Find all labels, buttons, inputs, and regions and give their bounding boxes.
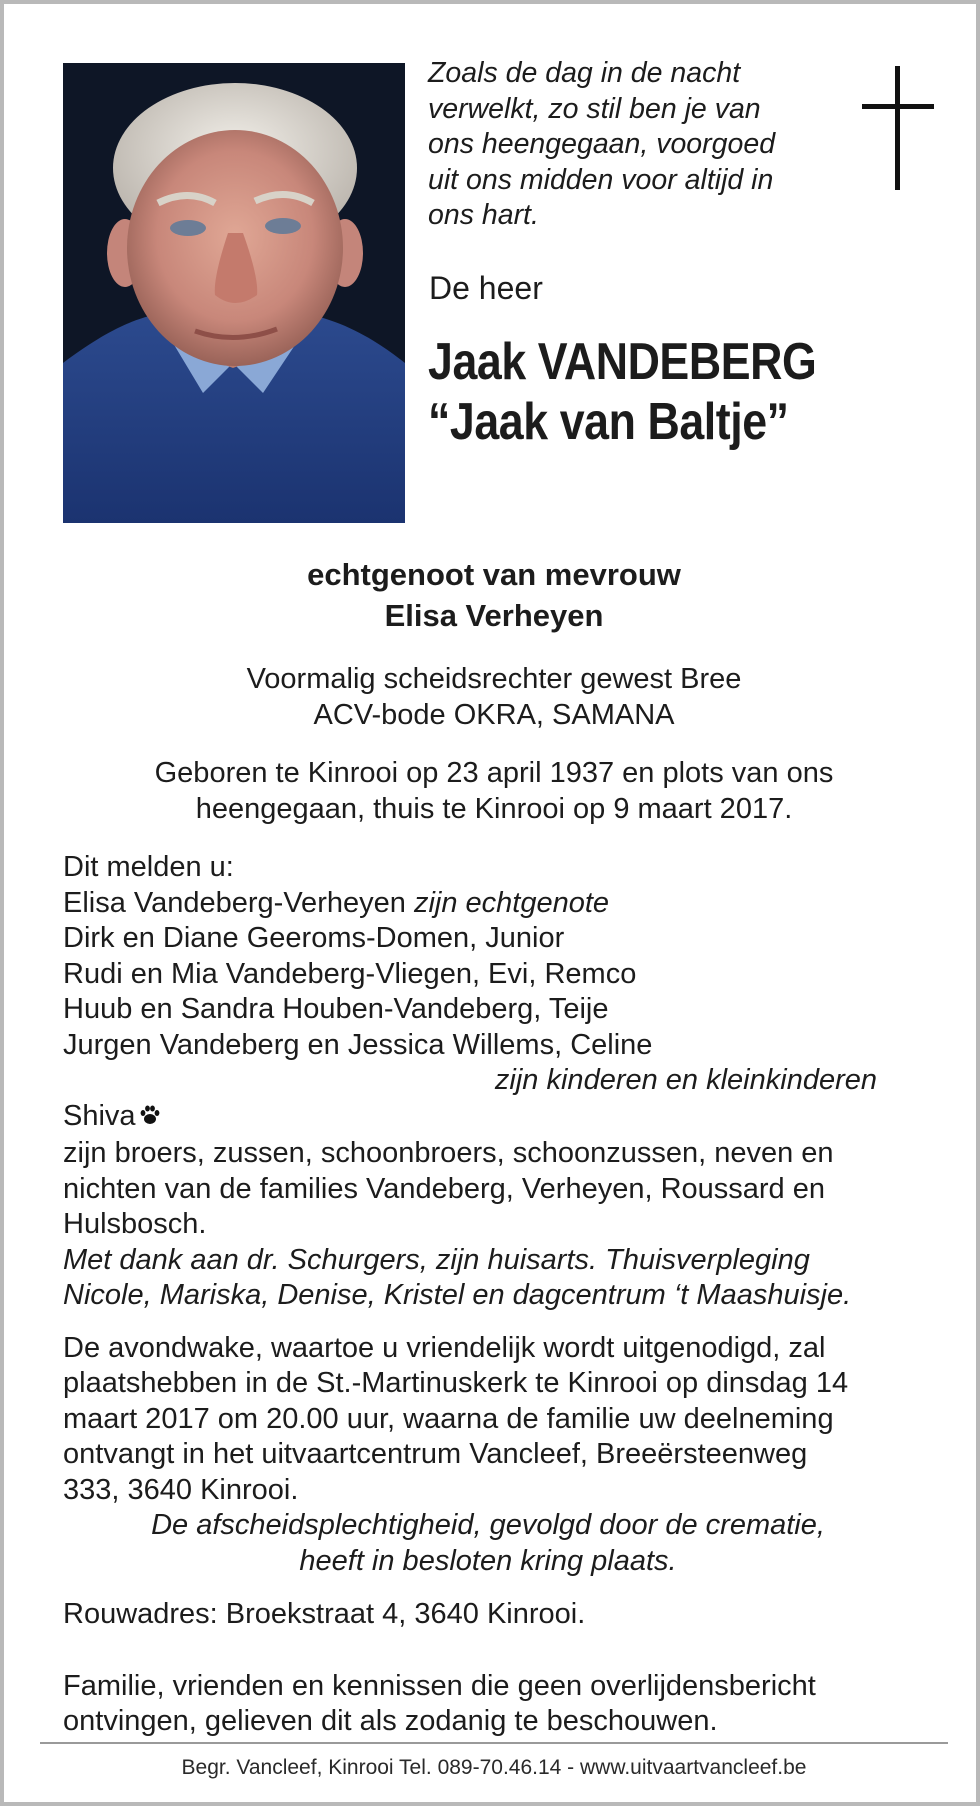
portrait-photo <box>63 63 405 523</box>
paw-print-icon <box>138 1101 162 1137</box>
spouse-role: zijn echtgenote <box>413 886 610 919</box>
thanks-line: Nicole, Mariska, Denise, Kristel en dagcentrum ‘t Maashuisje. <box>63 1279 852 1311</box>
wake-line: maart 2017 om 20.00 uur, waarna de familie uw deelneming <box>63 1402 834 1435</box>
spacer <box>63 1314 933 1331</box>
pet-name: Shiva <box>63 1099 136 1132</box>
thanks-line: Met dank aan dr. Schurgers, zijn huisarts. Thuisverpleging <box>63 1243 810 1276</box>
pet-line <box>63 1099 933 1137</box>
deceased-name <box>428 332 892 452</box>
poem-line: ons heengegaan, voorgoed <box>428 128 776 160</box>
full-name: Jaak VANDEBERG <box>428 333 817 391</box>
poem-line: verwelkt, zo stil ben je van <box>428 92 761 125</box>
child-line: Jurgen Vandeberg en Jessica Willems, Celine <box>63 1028 653 1061</box>
spacer <box>63 1633 933 1669</box>
spouse-label: echtgenoot van mevrouw <box>307 557 681 592</box>
notice-body <box>63 850 933 1740</box>
spouse-name: Elisa Verheyen <box>384 598 604 633</box>
born-line: heengegaan, thuis te Kinrooi op 9 maart 2017. <box>195 793 793 825</box>
role-line: Voormalig scheidsrechter gewest Bree <box>246 663 742 695</box>
child-line: Rudi en Mia Vandeberg-Vliegen, Evi, Remco <box>63 957 637 990</box>
wake-line: De avondwake, waartoe u vriendelijk wordt uitgenodigd, zal <box>63 1331 826 1364</box>
child-line: Dirk en Diane Geeroms-Domen, Junior <box>63 922 565 954</box>
cross-icon <box>862 66 934 190</box>
ceremony-line: De afscheidsplechtigheid, gevolgd door de crematie, <box>151 1509 825 1541</box>
born-line: Geboren te Kinrooi op 23 april 1937 en plots van ons <box>154 757 834 789</box>
nickname: “Jaak van Baltje” <box>428 393 789 451</box>
notice-line: ontvingen, gelieven dit als zodanig te beschouwen. <box>63 1705 718 1737</box>
poem-line: ons hart. <box>428 199 539 231</box>
role-line: ACV-bode OKRA, SAMANA <box>313 699 675 731</box>
wake-line: ontvangt in het uitvaartcentrum Vancleef, Breeërsteenweg <box>63 1438 808 1470</box>
family-intro: Dit melden u: <box>63 851 234 883</box>
birth-death-info <box>4 755 980 827</box>
relatives-line: nichten van de families Vandeberg, Verheyen, Roussard en <box>63 1172 826 1205</box>
poem <box>428 56 828 234</box>
poem-line: Zoals de dag in de nacht <box>428 57 741 89</box>
mourning-address: Rouwadres: Broekstraat 4, 3640 Kinrooi. <box>63 1598 586 1630</box>
roles <box>4 661 980 733</box>
spouse-info <box>4 554 980 636</box>
relatives-line: Hulsbosch. <box>63 1208 207 1240</box>
spouse-fullname: Elisa Vandeberg-Verheyen <box>63 886 406 919</box>
relatives-line: zijn broers, zussen, schoonbroers, schoonzussen, neven en <box>63 1137 834 1169</box>
poem-line: uit ons midden voor altijd in <box>428 163 774 196</box>
notice-line: Familie, vrienden en kennissen die geen overlijdensbericht <box>63 1669 816 1702</box>
wake-line: 333, 3640 Kinrooi. <box>63 1473 299 1506</box>
child-line: Huub en Sandra Houben-Vandeberg, Teije <box>63 993 609 1025</box>
footer-divider <box>40 1742 948 1744</box>
wake-line: plaatshebben in de St.-Martinuskerk te Kinrooi op dinsdag 14 <box>63 1367 849 1399</box>
honorific: De heer <box>429 270 543 306</box>
children-role: zijn kinderen en kleinkinderen <box>494 1064 877 1096</box>
spacer <box>63 1579 933 1597</box>
funeral-home-footer: Begr. Vancleef, Kinrooi Tel. 089-70.46.14 - www.uitvaartvancleef.be <box>181 1756 807 1779</box>
spouse-row <box>63 886 933 922</box>
ceremony-line: heeft in besloten kring plaats. <box>299 1544 677 1577</box>
